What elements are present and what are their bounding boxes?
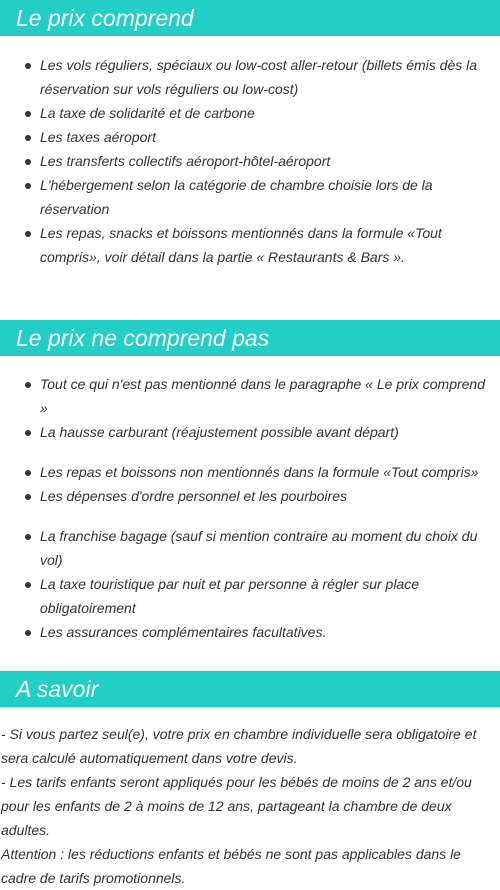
bullet-icon <box>25 494 31 500</box>
bullet-icon <box>25 135 31 141</box>
bullet-icon <box>25 183 31 189</box>
bullet-icon <box>25 470 31 476</box>
section-prix-ne-comprend-pas <box>0 320 500 644</box>
info-line: - Si vous partez seul(e), votre prix en chambre individuelle sera obligatoire et sera calculé automatiquement dans votre devis. <box>1 726 477 766</box>
section-title: A savoir <box>0 671 500 707</box>
excluded-list-group-2 <box>0 460 500 508</box>
list-item: Les transferts collectifs aéroport-hôtel-aéroport <box>40 149 500 173</box>
list-item: L'hébergement selon la catégorie de chambre choisie lors de la réservation <box>40 173 500 221</box>
excluded-list-group-3 <box>0 524 500 644</box>
bullet-icon <box>25 63 31 69</box>
bullet-icon <box>25 111 31 117</box>
info-line: Attention : les réductions enfants et bébés ne sont pas applicables dans le cadre de tarifs promotionnels. <box>1 846 461 886</box>
list-item: La franchise bagage (sauf si mention contraire au moment du choix du vol) <box>40 524 500 572</box>
bullet-icon <box>25 382 31 388</box>
list-item: Les repas, snacks et boissons mentionnés dans la formule «Tout compris», voir détail dans la partie « Restaurants & Bars ». <box>40 221 500 269</box>
list-item: La taxe touristique par nuit et par personne à régler sur place obligatoirement <box>40 572 500 620</box>
info-text <box>0 722 500 890</box>
included-list <box>0 53 500 269</box>
bullet-icon <box>25 430 31 436</box>
list-item: La taxe de solidarité et de carbone <box>40 101 500 125</box>
section-title: Le prix ne comprend pas <box>0 320 500 356</box>
excluded-list-group-1 <box>0 372 500 444</box>
bullet-icon <box>25 231 31 237</box>
list-item: Les taxes aéroport <box>40 125 500 149</box>
list-item: Tout ce qui n'est pas mentionné dans le paragraphe « Le prix comprend » <box>40 372 500 420</box>
list-item: Les vols réguliers, spéciaux ou low-cost aller-retour (billets émis dès la réservation sur vols réguliers ou low-cost) <box>40 53 500 101</box>
bullet-icon <box>25 630 31 636</box>
list-item: Les dépenses d'ordre personnel et les pourboires <box>40 484 500 508</box>
section-title: Le prix comprend <box>0 0 500 36</box>
bullet-icon <box>25 534 31 540</box>
info-line: - Les tarifs enfants seront appliqués pour les bébés de moins de 2 ans et/ou pour les enfants de 2 à moins de 12 ans, partageant la chambre de deux adultes. <box>1 774 472 838</box>
bullet-icon <box>25 582 31 588</box>
list-item: Les repas et boissons non mentionnés dans la formule «Tout compris» <box>40 460 500 484</box>
section-a-savoir <box>0 671 500 890</box>
bullet-icon <box>25 159 31 165</box>
list-item: La hausse carburant (réajustement possible avant départ) <box>40 420 500 444</box>
list-item: Les assurances complémentaires facultatives. <box>40 620 500 644</box>
section-prix-comprend <box>0 0 500 269</box>
